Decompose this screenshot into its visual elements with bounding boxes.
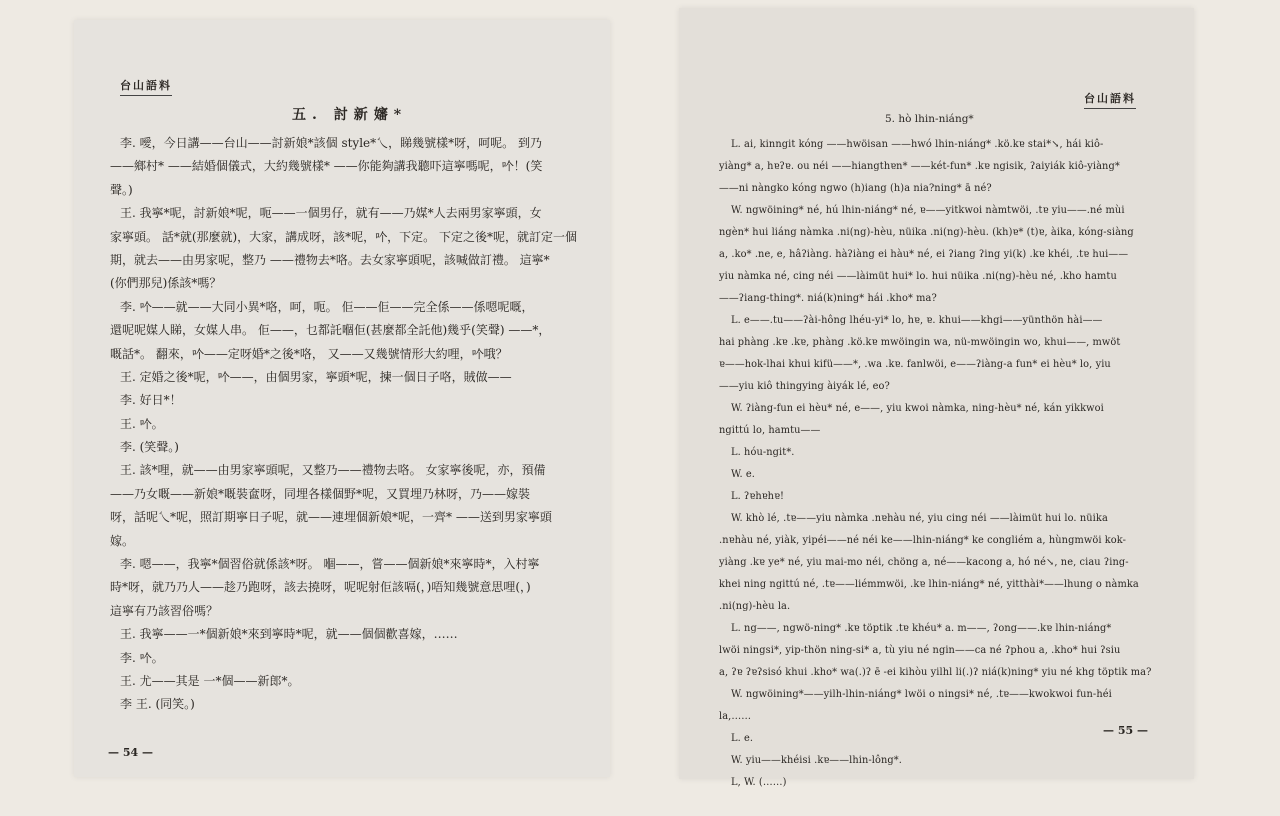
text-line: khei ning ngittú né, .tɐ——liémmwöi, .kɐ lhin-niáng* né, yitthài*——lhung o nàmka [719, 579, 1139, 590]
text-line: 王. 該*哩，就——由男家寧頭呢，又整乃——禮物去咯。 女家寧後呢，亦，預備 [120, 463, 546, 478]
text-line: 還呢呢媒人睇，女媒人串。 佢——，乜都託嗰佢(甚麼都全託他)幾乎(笑聲) ——*， [110, 323, 551, 338]
section-title: 五. 討新嬸* [292, 107, 408, 123]
text-line: W. ngwöining*——yilh-lhin-niáng* lwöi o ningsi* né, .tɐ——kwokwoi fun-héi [731, 689, 1112, 700]
text-line: 王. 𠮶。 [120, 416, 164, 431]
text-line: 李 王. (同笑。) [120, 697, 195, 712]
text-line: 李. 噯，今日講——台山——討新娘*該個 style*乀，睇幾號樣*呀，呵呢。 到乃 [120, 136, 542, 150]
text-line: ——ni nàngko kóng ngwo (h)iang (h)a nia?ning* ā né? [719, 183, 992, 194]
text-line: W. yiu——khéisi .kɐ——lhin-lông*. [731, 755, 903, 766]
text-line: ngèn* hui liáng nàmka .ni(ng)-hèu, nüika .ni(ng)-hèu. (kh)ɐ* (t)ɐ, àika, kóng-siàng [719, 227, 1134, 238]
text-line: ——ʔiang-thing*. niá(k)ning* hái .kho* ma? [719, 293, 937, 304]
text-line: L. e. [731, 733, 754, 744]
text-line: 王. 定婚之後*呢，𠮶——，由個男家，寧頭*呢，揀一個日子咯，賊做—— [120, 369, 512, 384]
text-line: hai phàng .kɐ .kɐ, phàng .kö.kɐ mwöingin wa, nü-mwöingin wo, khui——, mwöt [719, 337, 1121, 348]
text-line: 王. 我寧*呢，討新娘*呢，呃——一個男仔，就有——乃媒*人去兩男家寧頭，女 [120, 206, 542, 221]
section-title: 5. hò lhin-niáng* [885, 113, 974, 125]
text-line: yiàng* a, hɐʔɐ. ou néi ——hiangthɐn* ——két-fun* .kɐ ngisik, ʔaiyiák kiô-yiàng* [719, 161, 1120, 172]
left-page [74, 20, 610, 777]
text-line: L. ʔɐhɐhɐ! [731, 491, 785, 502]
page-number: — 55 — [1103, 724, 1148, 737]
text-line: ——yiu kiô thingying àiyák lé, eo? [719, 381, 890, 392]
text-line: a, .ko* .ne, e, hâʔiàng. hàʔiàng ei hàu* né, ei ʔiang ʔing yi(k) .kɐ khéi, .tɐ hui—— [719, 249, 1129, 260]
text-line: (你們那兒)係該*嗎？ [110, 276, 222, 291]
text-line: ——鄉村* ——結婚個儀式，大約幾號樣* ——你能夠講我聽吓這寧嗎呢，𠮶！(笑 [110, 159, 543, 174]
text-line: 王. 尤——其是 一*個——新郎*。 [120, 673, 300, 688]
text-line: yiàng .kɐ ye* né, yiu mai-mo néi, chöng a, né——kacong a, hó né↘, ne, ciau ʔing- [719, 557, 1129, 568]
text-line: 李. 𠮶——就——大同小異*咯，呵，呃。 佢——佢——完全係——係嗯呢嘅， [120, 299, 534, 314]
text-line: 李. (笑聲。) [120, 440, 179, 455]
text-line: .ni(ng)-hèu la. [719, 601, 791, 612]
text-line: 呀，話呢乀*呢，照訂期寧日子呢，就——連埋個新娘*呢，一齊* ——送到男家寧頭 [110, 510, 552, 525]
text-line: 李. 好日*！ [120, 393, 182, 408]
text-line: 聲。) [110, 182, 133, 197]
text-line: 這寧有乃該習俗嗎？ [110, 603, 219, 618]
body-text [719, 134, 1152, 794]
text-line: L. ng——, ngwö-ning* .kɐ töptik .tɐ khéu* a. m——, ʔong——.kɐ lhin-niáng* [731, 623, 1112, 634]
text-line: ngittú lo, hamtu—— [719, 425, 821, 436]
text-line: W. ngwöining* né, hú lhin-niáng* né, ɐ——yitkwoi nàmtwöi, .tɐ yiu——.né mùi [731, 205, 1125, 216]
text-line: lwöi ningsi*, yip-thön ning-si* a, tù yiu né ngin——ca né ʔphou a, .kho* hui ʔsiu [719, 645, 1121, 656]
running-head: 台山語料 [120, 77, 172, 96]
text-line: L, W. (……) [731, 777, 787, 788]
text-line: ɐ——hok-lhai khui kifü——*, .wa .kɐ. fanlwöi, e——ʔiàng-a fun* ei hèu* lo, yiu [719, 359, 1111, 370]
text-line: W. e. [731, 469, 755, 480]
text-line: 嘅話*。 翻來，𠮶——定呀婚*之後*咯， 又——又幾號情形大約哩，𠮶哦？ [110, 346, 508, 361]
text-line: la,…… [719, 711, 752, 722]
text-line: .nɐhàu né, yiàk, yipéi——né néi ke——lhin-niáng* ke congliém a, hùngmwöi kok- [719, 535, 1127, 546]
text-line: 李. 𠮶。 [120, 650, 164, 665]
text-line: 時*呀，就乃乃人——趁乃跑呀，該去撓呀，呢呢射佢該嗝(，)唔知幾號意思哩(，) [110, 580, 531, 595]
body-text [110, 132, 588, 717]
text-line: a, ʔɐ ʔɐʔsisó khui .kho* wa(.)ʔ ē -ei kihòu yilhl li(.)ʔ niá(k)ning* yiu né khg töptik ma? [719, 667, 1152, 678]
text-line: L. e——.tu——ʔài-hông lhéu-yi* lo, hɐ, ɐ. khui——khgi——yünthön hài—— [731, 315, 1103, 326]
running-head: 台山語料 [1084, 90, 1136, 109]
text-line: 嫁。 [110, 533, 135, 548]
page-number: — 54 — [108, 746, 153, 759]
text-line: W. khò lé, .tɐ——yiu nàmka .nɐhàu né, yiu cing néi ——làimüt hui lo. nüika [731, 513, 1108, 524]
text-line: 李. 嗯——，我寧*個習俗就係該*呀。 嗰——，嘗——個新娘*來寧時*，入村寧 [120, 557, 540, 572]
text-line: ——乃女嘅——新娘*嘅裝奩呀，同埋各樣個野*呢，又買埋乃林呀，乃——嫁裝 [110, 486, 531, 501]
text-line: 家寧頭。 話*就(那麼就)，大家，講成呀，該*呢，𠮶，下定。 下定之後*呢，就訂定一個 [110, 229, 577, 244]
text-line: 期，就去——由男家呢，整乃 ——禮物去*咯。去女家寧頭呢，該喊做訂禮。 這寧* [110, 252, 550, 267]
text-line: L. ai, kinngit kóng ——hwöisan ——hwó lhin-niáng* .kö.kɐ stai*↘, hái kiô- [731, 139, 1104, 150]
right-page [679, 8, 1194, 788]
text-line: W. ʔiàng-fun ei hèu* né, e——, yiu kwoi nàmka, ning-hèu* né, kán yikkwoi [731, 403, 1104, 414]
text-line: yiu nàmka né, cing néi ——làimüt hui* lo. hui nüika .ni(ng)-hèu né, .kho hamtu [719, 271, 1117, 282]
text-line: 王. 我寧——一*個新娘*來到寧時*呢，就——個個歡喜嫁，…… [120, 627, 458, 642]
text-line: L. hóu-ngit*. [731, 447, 795, 458]
